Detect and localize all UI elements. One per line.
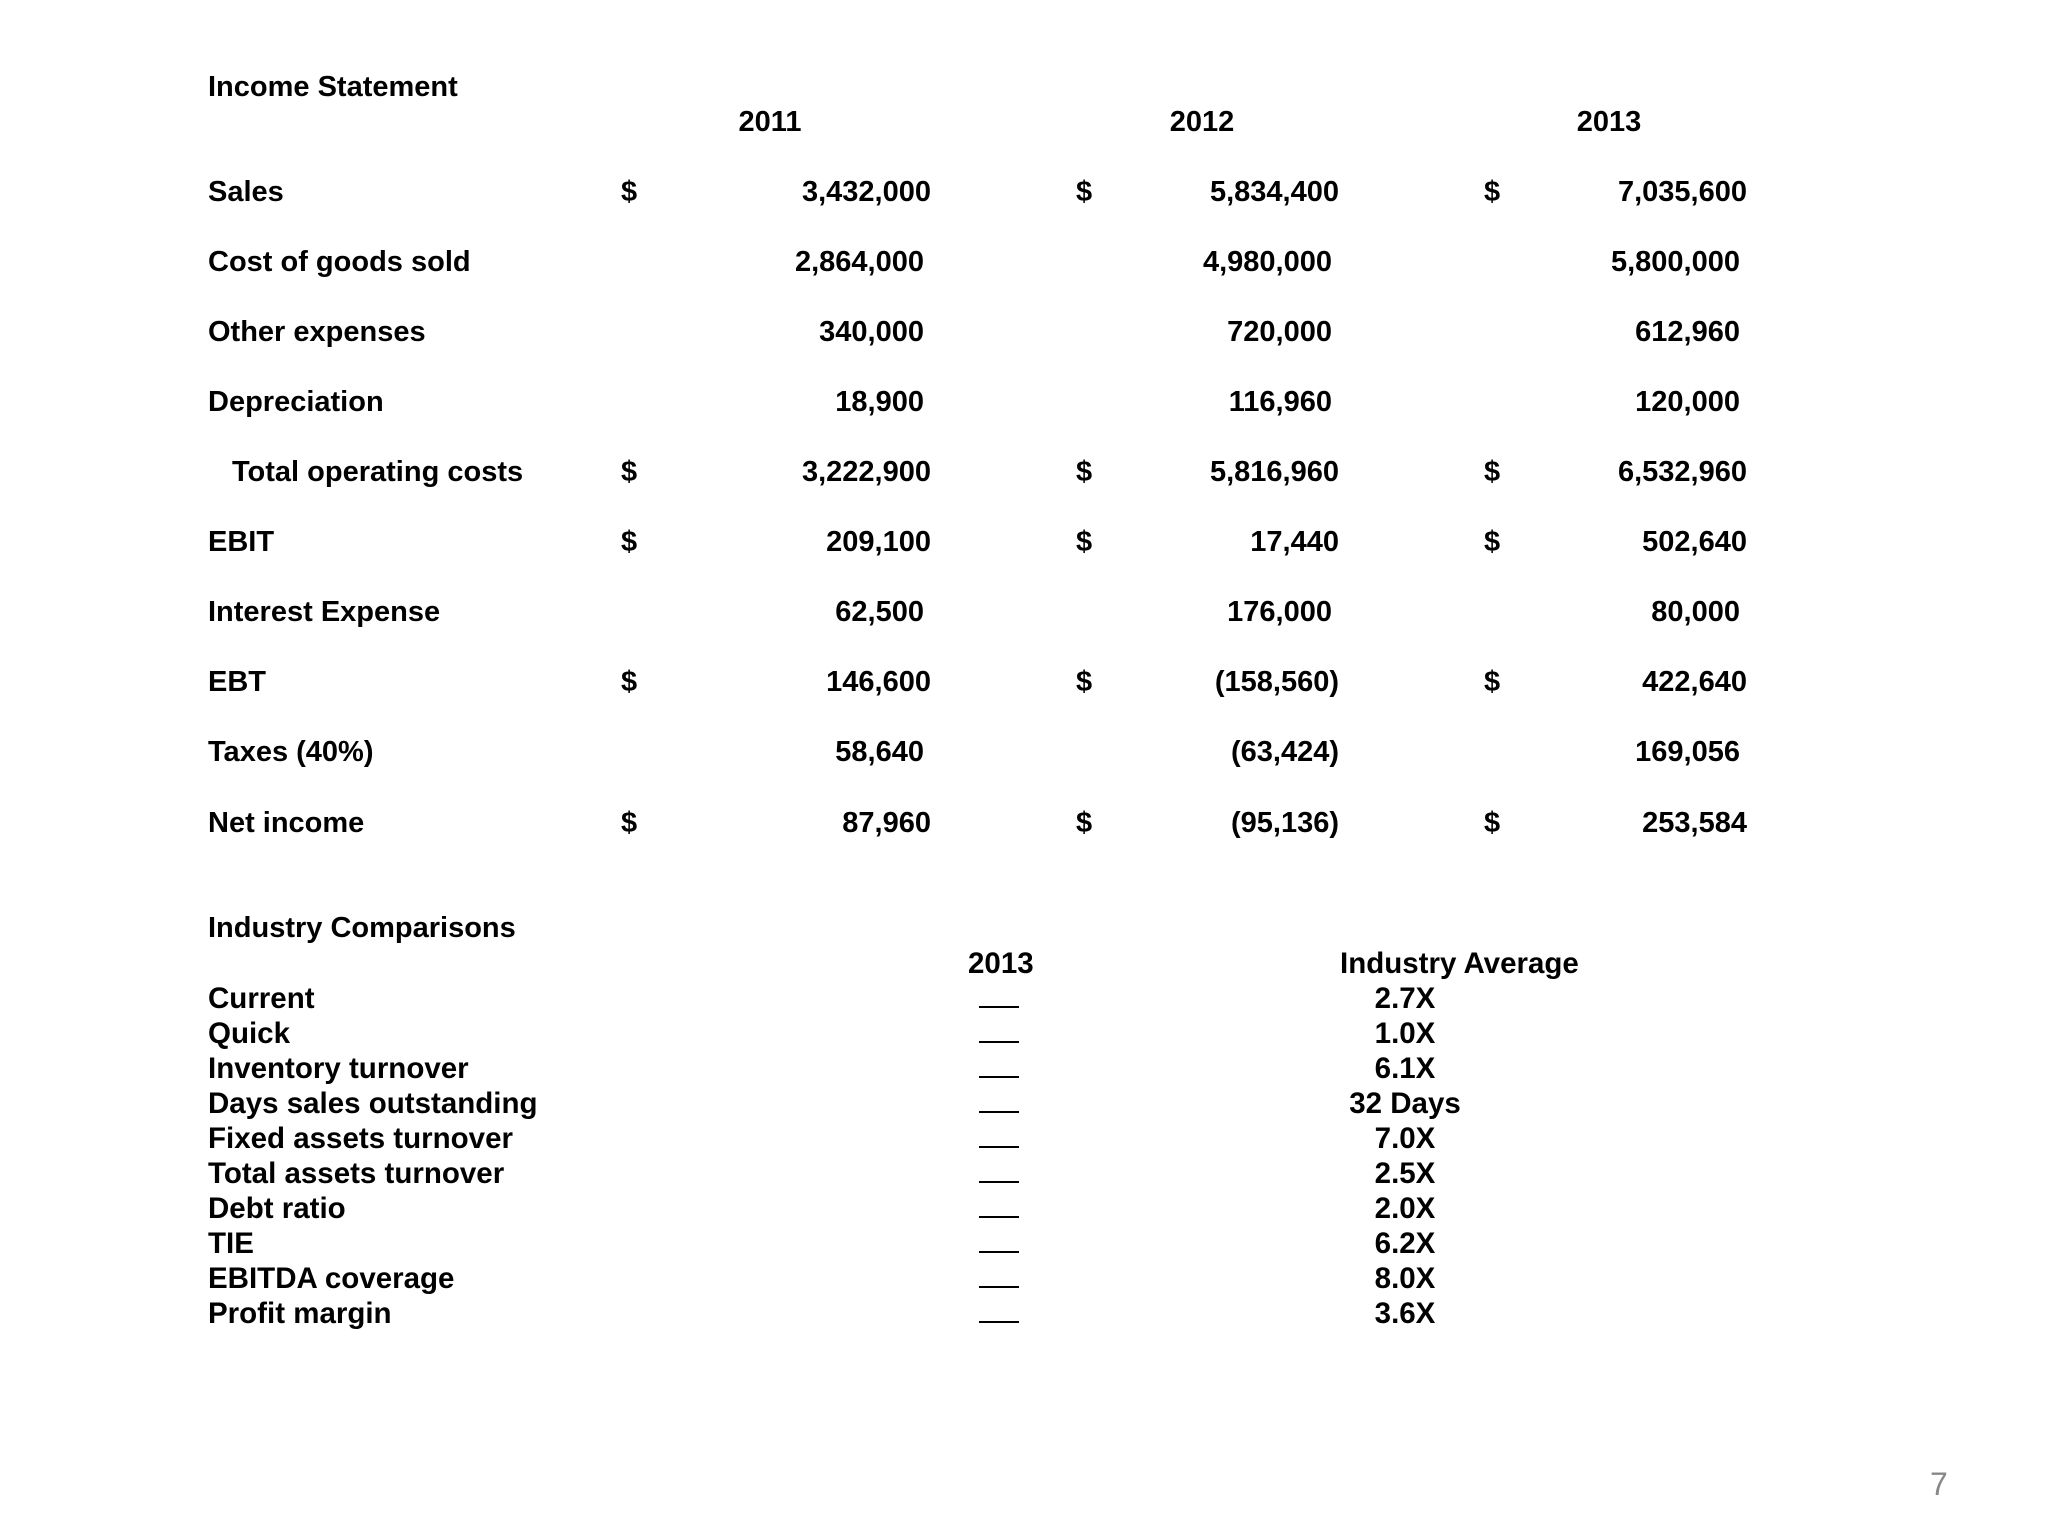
is-value-2013: 169,056: [1635, 736, 1740, 768]
is-value-2013: 6,532,960: [1617, 456, 1747, 488]
is-dollar-sign: $: [621, 807, 638, 839]
is-row-label: Total operating costs: [232, 456, 524, 488]
ic-row-label: Profit margin: [208, 1297, 392, 1330]
ic-blank-line: [979, 1111, 1019, 1113]
ic-industry-average: 8.0X: [1374, 1262, 1436, 1295]
is-value-2012: 17,440: [1250, 526, 1339, 558]
is-row-label: EBT: [208, 666, 266, 698]
is-value-2011: 146,600: [826, 666, 931, 698]
is-value-2011: 3,432,000: [801, 176, 931, 208]
is-value-2012: 720,000: [1227, 316, 1332, 348]
is-value-2013: 612,960: [1635, 316, 1740, 348]
ic-industry-average: 2.5X: [1374, 1157, 1436, 1190]
is-dollar-sign: $: [1076, 456, 1093, 488]
industry-comparisons-title: Industry Comparisons: [208, 912, 516, 944]
ic-industry-average: 32 Days: [1349, 1087, 1461, 1120]
is-dollar-sign: $: [621, 176, 638, 208]
ic-row-label: EBITDA coverage: [208, 1262, 455, 1295]
ic-blank-line: [979, 1146, 1019, 1148]
ic-header-2013: 2013: [968, 947, 1034, 980]
ic-industry-average: 2.0X: [1374, 1192, 1436, 1225]
is-dollar-sign: $: [1484, 176, 1501, 208]
ic-row-label: TIE: [208, 1227, 254, 1260]
is-dollar-sign: $: [621, 456, 638, 488]
ic-industry-average: 6.2X: [1374, 1227, 1436, 1260]
is-value-2012: 116,960: [1228, 386, 1332, 418]
ic-row-label: Days sales outstanding: [208, 1087, 538, 1120]
is-value-2011: 58,640: [835, 736, 924, 768]
year-header-2011: 2011: [738, 106, 802, 138]
is-value-2013: 80,000: [1651, 596, 1740, 628]
ic-blank-line: [979, 1216, 1019, 1218]
ic-blank-line: [979, 1286, 1019, 1288]
is-row-label: Interest Expense: [208, 596, 441, 628]
year-header-2013: 2013: [1576, 106, 1642, 138]
ic-industry-average: 6.1X: [1374, 1052, 1436, 1085]
is-value-2011: 209,100: [826, 526, 931, 558]
is-value-2012: 5,834,400: [1209, 176, 1339, 208]
is-dollar-sign: $: [621, 666, 638, 698]
is-value-2012: (95,136): [1230, 807, 1339, 839]
income-statement-title: Income Statement: [208, 71, 458, 103]
is-value-2011: 62,500: [835, 596, 924, 628]
is-row-label: Net income: [208, 807, 365, 839]
is-value-2011: 3,222,900: [801, 456, 931, 488]
is-row-label: Sales: [208, 176, 284, 208]
page-number: 7: [1930, 1466, 1948, 1502]
is-value-2013: 253,584: [1642, 807, 1747, 839]
is-dollar-sign: $: [1076, 526, 1093, 558]
is-row-label: EBIT: [208, 526, 275, 558]
is-dollar-sign: $: [1076, 666, 1093, 698]
is-row-label: Other expenses: [208, 316, 426, 348]
is-dollar-sign: $: [1076, 176, 1093, 208]
is-value-2012: 4,980,000: [1202, 246, 1332, 278]
is-dollar-sign: $: [1076, 807, 1093, 839]
is-value-2013: 502,640: [1642, 526, 1747, 558]
ic-industry-average: 3.6X: [1374, 1297, 1436, 1330]
is-value-2013: 7,035,600: [1617, 176, 1747, 208]
is-dollar-sign: $: [1484, 456, 1501, 488]
ic-blank-line: [979, 1181, 1019, 1183]
ic-blank-line: [979, 1321, 1019, 1323]
is-value-2011: 2,864,000: [794, 246, 924, 278]
ic-industry-average: 1.0X: [1374, 1017, 1436, 1050]
is-value-2012: (63,424): [1230, 736, 1339, 768]
is-value-2012: 176,000: [1227, 596, 1332, 628]
ic-blank-line: [979, 1006, 1019, 1008]
is-value-2011: 340,000: [819, 316, 924, 348]
is-value-2011: 87,960: [842, 807, 931, 839]
is-value-2012: 5,816,960: [1209, 456, 1339, 488]
is-dollar-sign: $: [1484, 526, 1501, 558]
is-value-2013: 422,640: [1642, 666, 1747, 698]
is-dollar-sign: $: [1484, 807, 1501, 839]
ic-industry-average: 2.7X: [1374, 982, 1436, 1015]
ic-industry-average: 7.0X: [1374, 1122, 1436, 1155]
is-value-2013: 5,800,000: [1610, 246, 1740, 278]
ic-row-label: Total assets turnover: [208, 1157, 505, 1190]
is-value-2012: (158,560): [1214, 666, 1339, 698]
ic-row-label: Debt ratio: [208, 1192, 346, 1225]
ic-header-industry-average: Industry Average: [1340, 947, 1579, 980]
is-value-2011: 18,900: [835, 386, 924, 418]
ic-blank-line: [979, 1041, 1019, 1043]
ic-blank-line: [979, 1076, 1019, 1078]
is-row-label: Depreciation: [208, 386, 384, 418]
is-row-label: Taxes (40%): [208, 736, 374, 768]
is-value-2013: 120,000: [1635, 386, 1740, 418]
ic-row-label: Quick: [208, 1017, 290, 1050]
is-row-label: Cost of goods sold: [208, 246, 471, 278]
ic-row-label: Fixed assets turnover: [208, 1122, 513, 1155]
is-dollar-sign: $: [621, 526, 638, 558]
is-dollar-sign: $: [1484, 666, 1501, 698]
year-header-2012: 2012: [1169, 106, 1235, 138]
ic-blank-line: [979, 1251, 1019, 1253]
ic-row-label: Inventory turnover: [208, 1052, 469, 1085]
ic-row-label: Current: [208, 982, 315, 1015]
